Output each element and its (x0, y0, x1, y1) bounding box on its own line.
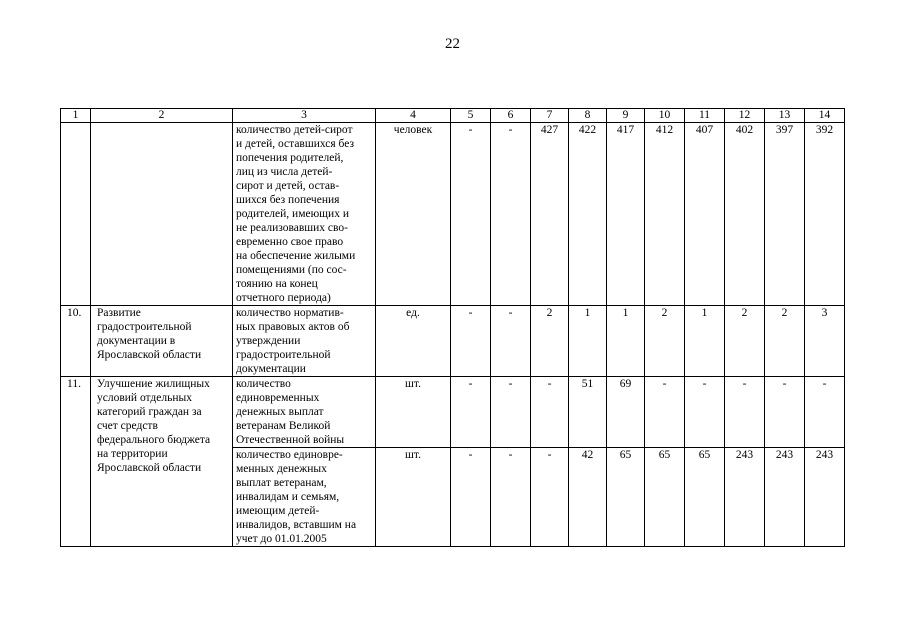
col-header: 12 (725, 109, 765, 123)
col-header: 7 (531, 109, 569, 123)
row-value: - (531, 448, 569, 547)
row-value: 402 (725, 123, 765, 306)
row-value: - (491, 377, 531, 448)
row-value: 65 (685, 448, 725, 547)
row-value: - (451, 448, 491, 547)
row-value: 2 (645, 306, 685, 377)
col-header: 14 (805, 109, 845, 123)
row-name: Улучшение жилищных условий отдельных категорий граждан за счет средств федерального бюджета на территории Ярославской области (91, 377, 233, 547)
row-value: 407 (685, 123, 725, 306)
row-value: - (451, 377, 491, 448)
row-value: - (531, 377, 569, 448)
col-header: 13 (765, 109, 805, 123)
indicators-table (60, 108, 845, 547)
row-number: 10. (61, 306, 91, 377)
row-name: Развитие градостроительной документации в Ярославской области (91, 306, 233, 377)
row-value: 392 (805, 123, 845, 306)
row-value: 1 (607, 306, 645, 377)
row-value: - (451, 306, 491, 377)
col-header: 2 (91, 109, 233, 123)
row-value: - (451, 123, 491, 306)
col-header: 5 (451, 109, 491, 123)
row-unit: ед. (376, 306, 451, 377)
row-value: 69 (607, 377, 645, 448)
col-header: 1 (61, 109, 91, 123)
row-value: - (685, 377, 725, 448)
table-row (61, 123, 845, 306)
col-header: 10 (645, 109, 685, 123)
row-number (61, 123, 91, 306)
col-header: 4 (376, 109, 451, 123)
row-indicator: количество детей-сирот и детей, оставшихся без попечения родителей, лиц из числа детей- сирот и детей, остав- шихся без попечения родителей, имеющих и не реализовавших сво- евременно свое право на обеспечение жилыми помещениями (по сос- тоянию на конец отчетного периода) (233, 123, 376, 306)
row-value: - (491, 448, 531, 547)
page-number: 22 (445, 36, 460, 52)
row-value: 2 (725, 306, 765, 377)
col-header: 9 (607, 109, 645, 123)
row-indicator: количество единовременных денежных выплат ветеранам Великой Отечественной войны (233, 377, 376, 448)
row-number: 11. (61, 377, 91, 547)
row-value: 243 (725, 448, 765, 547)
row-value: 243 (805, 448, 845, 547)
row-value: 1 (569, 306, 607, 377)
row-value: 412 (645, 123, 685, 306)
row-value: - (765, 377, 805, 448)
row-unit: человек (376, 123, 451, 306)
row-value: 422 (569, 123, 607, 306)
row-value: 65 (607, 448, 645, 547)
row-value: 1 (685, 306, 725, 377)
table-row (61, 306, 845, 377)
row-value: - (645, 377, 685, 448)
row-value: - (491, 123, 531, 306)
col-header: 11 (685, 109, 725, 123)
row-value: 2 (765, 306, 805, 377)
row-name (91, 123, 233, 306)
row-value: - (725, 377, 765, 448)
col-header: 8 (569, 109, 607, 123)
col-header: 6 (491, 109, 531, 123)
row-indicator: количество норматив- ных правовых актов об утверждении градостроительной документации (233, 306, 376, 377)
row-value: 243 (765, 448, 805, 547)
row-value: - (805, 377, 845, 448)
row-unit: шт. (376, 448, 451, 547)
table-row (61, 377, 845, 448)
row-value: 2 (531, 306, 569, 377)
row-indicator: количество единовре- менных денежных выплат ветеранам, инвалидам и семьям, имеющим детей- инвалидов, вставшим на учет до 01.01.2005 (233, 448, 376, 547)
row-value: 397 (765, 123, 805, 306)
row-unit: шт. (376, 377, 451, 448)
row-value: 427 (531, 123, 569, 306)
row-value: 65 (645, 448, 685, 547)
header-row (61, 109, 845, 123)
row-value: 42 (569, 448, 607, 547)
row-value: 3 (805, 306, 845, 377)
row-value: 51 (569, 377, 607, 448)
row-value: - (491, 306, 531, 377)
col-header: 3 (233, 109, 376, 123)
row-value: 417 (607, 123, 645, 306)
